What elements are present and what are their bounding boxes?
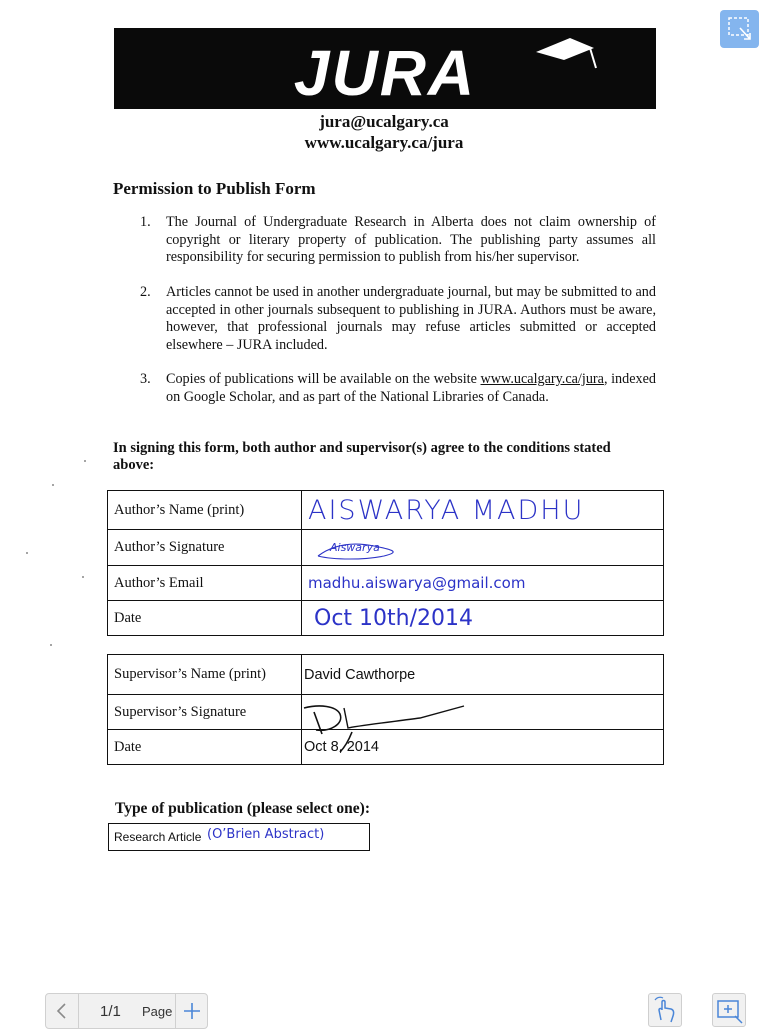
add-page-button[interactable] (175, 994, 208, 1028)
author-name-label: Author’s Name (print) (108, 491, 302, 530)
chevron-left-icon (46, 994, 78, 1028)
supervisor-name-value: David Cawthorpe (302, 655, 664, 695)
add-box-icon (713, 994, 745, 1026)
previous-page-button[interactable] (46, 994, 79, 1028)
author-name-value: AISWARYA MADHU (302, 491, 664, 530)
form-title: Permission to Publish Form (113, 179, 316, 198)
scan-speck (52, 484, 54, 486)
publication-type-title: Type of publication (please select one): (115, 800, 371, 817)
scan-speck (82, 576, 84, 578)
add-box-button[interactable] (712, 993, 746, 1027)
supervisor-name-label: Supervisor’s Name (print) (108, 655, 302, 695)
scan-speck (50, 644, 52, 646)
author-date-label: Date (108, 601, 302, 636)
term-number: 1. (140, 214, 151, 230)
table-row (108, 601, 664, 636)
jura-logo-banner (114, 28, 656, 109)
supervisor-signature-scribble (300, 698, 470, 756)
table-row (108, 655, 664, 695)
supervisor-date-value: Oct 8, 2014 (302, 730, 664, 765)
publication-type-note: (O’Brien Abstract) (207, 827, 325, 842)
graduation-cap-icon (530, 32, 610, 72)
publication-type-selected: Research Article (114, 830, 202, 844)
publication-type-box (108, 823, 370, 851)
select-tool-button[interactable] (720, 10, 759, 48)
table-row (108, 566, 664, 601)
plus-icon (176, 994, 208, 1028)
website-link[interactable]: www.ucalgary.ca/jura (480, 371, 604, 387)
scan-speck (84, 460, 86, 462)
hand-pointer-icon (649, 994, 681, 1026)
agreement-statement: In signing this form, both author and supervisor(s) agree to the conditions stated above: (113, 440, 611, 473)
author-date-value: Oct 10th/2014 (302, 601, 664, 636)
author-signature-value: Aiswarya (302, 530, 664, 566)
term-text (166, 371, 656, 406)
author-signature-flourish (314, 538, 404, 564)
term-number: 2. (140, 284, 151, 300)
author-signature-label: Author’s Signature (108, 530, 302, 566)
contact-website: www.ucalgary.ca/jura (304, 133, 464, 152)
supervisor-signature-label: Supervisor’s Signature (108, 695, 302, 730)
selection-icon (720, 10, 759, 48)
table-row (108, 491, 664, 530)
supervisor-date-label: Date (108, 730, 302, 765)
term-text-after: , indexed on Google Scholar, and as part of the National Libraries of Canada. (166, 371, 656, 405)
page-counter: 1/1 (100, 1003, 121, 1020)
term-number: 3. (140, 371, 151, 387)
scan-speck (26, 552, 28, 554)
contact-email: jura@ucalgary.ca (319, 112, 449, 131)
term-text-before: Copies of publications will be available on the website (166, 371, 481, 387)
term-text: The Journal of Undergraduate Research in Alberta does not claim ownership of copyright or literary property of publication. The publishing party assumes all responsibility for securing permission to publish from his/her supervisor. (166, 214, 656, 265)
term-text: Articles cannot be used in another undergraduate journal, but may be submitted to and accepted in other journals subsequent to publishing in JURA. Authors must be aware, however, that professional journals may refuse articles submitted or accepted elsewhere – JURA included. (166, 284, 656, 353)
page-label: Page (142, 1004, 173, 1019)
author-email-value: madhu.aiswarya@gmail.com (302, 566, 664, 601)
logo-text: JURA (293, 37, 477, 109)
hand-tool-button[interactable] (648, 993, 682, 1027)
author-email-label: Author’s Email (108, 566, 302, 601)
